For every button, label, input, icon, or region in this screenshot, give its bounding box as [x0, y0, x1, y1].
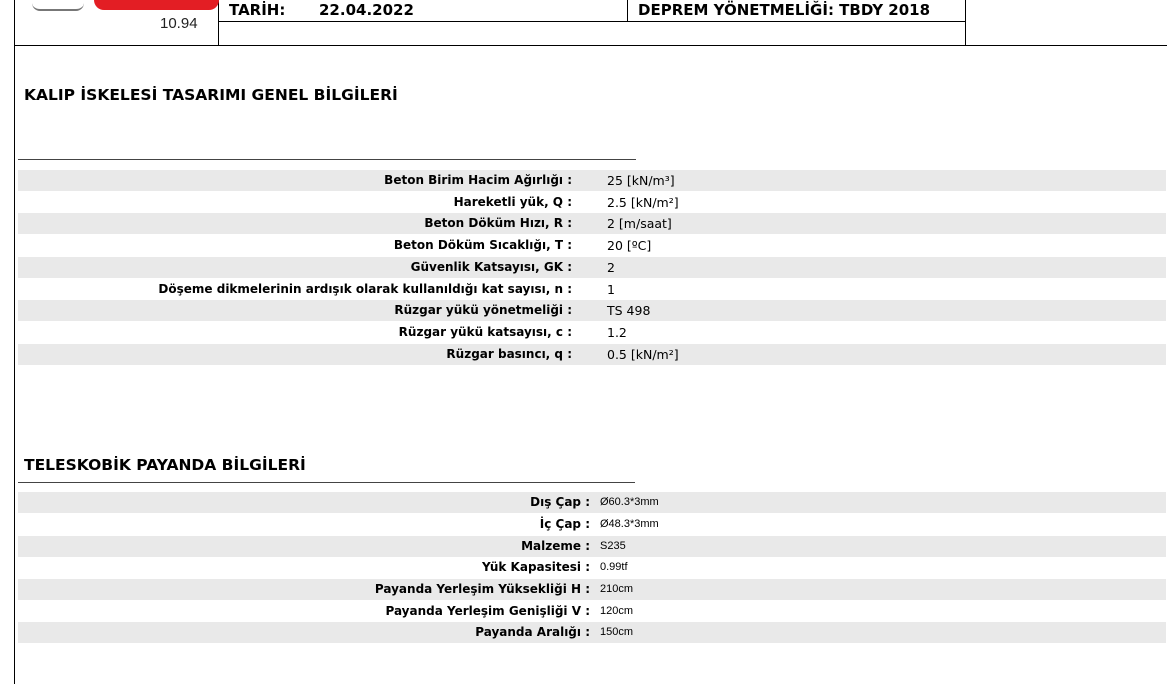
page-frame-left — [14, 0, 15, 684]
row-label: Döşeme dikmelerinin ardışık olarak kullanıldığı kat sayısı, n : — [158, 282, 572, 296]
date-value: 22.04.2022 — [319, 1, 414, 19]
section-title-telescopic-prop: TELESKOBİK PAYANDA BİLGİLERİ — [24, 456, 306, 474]
row-value: 150cm — [600, 626, 634, 638]
row-label: Dış Çap : — [530, 495, 590, 509]
table-row — [18, 170, 1166, 191]
row-label: Beton Döküm Hızı, R : — [424, 216, 572, 230]
logo-red-mark — [94, 0, 219, 10]
row-value: 2 [m/saat] — [607, 216, 672, 231]
table-row — [18, 557, 1166, 578]
table-row — [18, 579, 1166, 600]
header-divider-1 — [218, 0, 219, 46]
row-label: Payanda Yerleşim Genişliği V : — [385, 604, 590, 618]
row-value: 210cm — [600, 583, 634, 595]
row-value: 20 [ºC] — [607, 238, 652, 253]
table-row — [18, 344, 1166, 365]
row-label: Yük Kapasitesi : — [482, 560, 590, 574]
row-value: 1 — [607, 282, 615, 297]
table-row — [18, 235, 1166, 256]
row-label: Güvenlik Katsayısı, GK : — [410, 260, 572, 274]
table-row — [18, 322, 1166, 343]
row-value: S235 — [600, 540, 626, 552]
header-middle-rule — [218, 21, 966, 22]
row-value: 0.99tf — [600, 561, 628, 573]
row-label: Malzeme : — [521, 539, 590, 553]
row-value: 120cm — [600, 605, 634, 617]
row-label: Rüzgar yükü yönetmeliği : — [394, 303, 572, 317]
row-label: Beton Birim Hacim Ağırlığı : — [384, 173, 572, 187]
row-value: 2 — [607, 260, 615, 275]
row-value: Ø48.3*3mm — [600, 518, 659, 530]
row-label: Payanda Aralığı : — [475, 625, 590, 639]
software-version: 10.94 — [160, 15, 198, 32]
section-title-formwork: KALIP İSKELESİ TASARIMI GENEL BİLGİLERİ — [24, 86, 398, 104]
row-label: Rüzgar yükü katsayısı, c : — [398, 325, 572, 339]
table-row — [18, 257, 1166, 278]
row-label: Beton Döküm Sıcaklığı, T : — [393, 238, 572, 252]
row-value: 0.5 [kN/m²] — [607, 347, 679, 362]
table-row — [18, 622, 1166, 643]
row-value: TS 498 — [607, 303, 651, 318]
header-divider-3 — [965, 0, 966, 46]
row-label: İç Çap : — [539, 517, 590, 531]
table-row — [18, 192, 1166, 213]
table-row — [18, 300, 1166, 321]
logo-gray-mark — [32, 0, 84, 11]
row-label: Payanda Yerleşim Yüksekliği H : — [374, 582, 590, 596]
row-value: 1.2 — [607, 325, 627, 340]
table-row — [18, 213, 1166, 234]
row-label: Rüzgar basıncı, q : — [446, 347, 572, 361]
header-divider-2 — [627, 0, 628, 22]
regulation-info: DEPREM YÖNETMELİĞİ: TBDY 2018 — [638, 1, 931, 19]
table-row — [18, 279, 1166, 300]
row-label: Hareketli yük, Q : — [453, 195, 572, 209]
row-value: Ø60.3*3mm — [600, 496, 659, 508]
table-row — [18, 536, 1166, 557]
row-value: 25 [kN/m³] — [607, 173, 675, 188]
row-value: 2.5 [kN/m²] — [607, 195, 679, 210]
table-row — [18, 601, 1166, 622]
header-bottom-rule — [14, 45, 1167, 46]
section-rule-telescopic-prop — [18, 482, 635, 483]
date-label: TARİH: — [229, 1, 286, 19]
table-row — [18, 514, 1166, 535]
section-rule-formwork — [18, 159, 636, 160]
table-row — [18, 492, 1166, 513]
